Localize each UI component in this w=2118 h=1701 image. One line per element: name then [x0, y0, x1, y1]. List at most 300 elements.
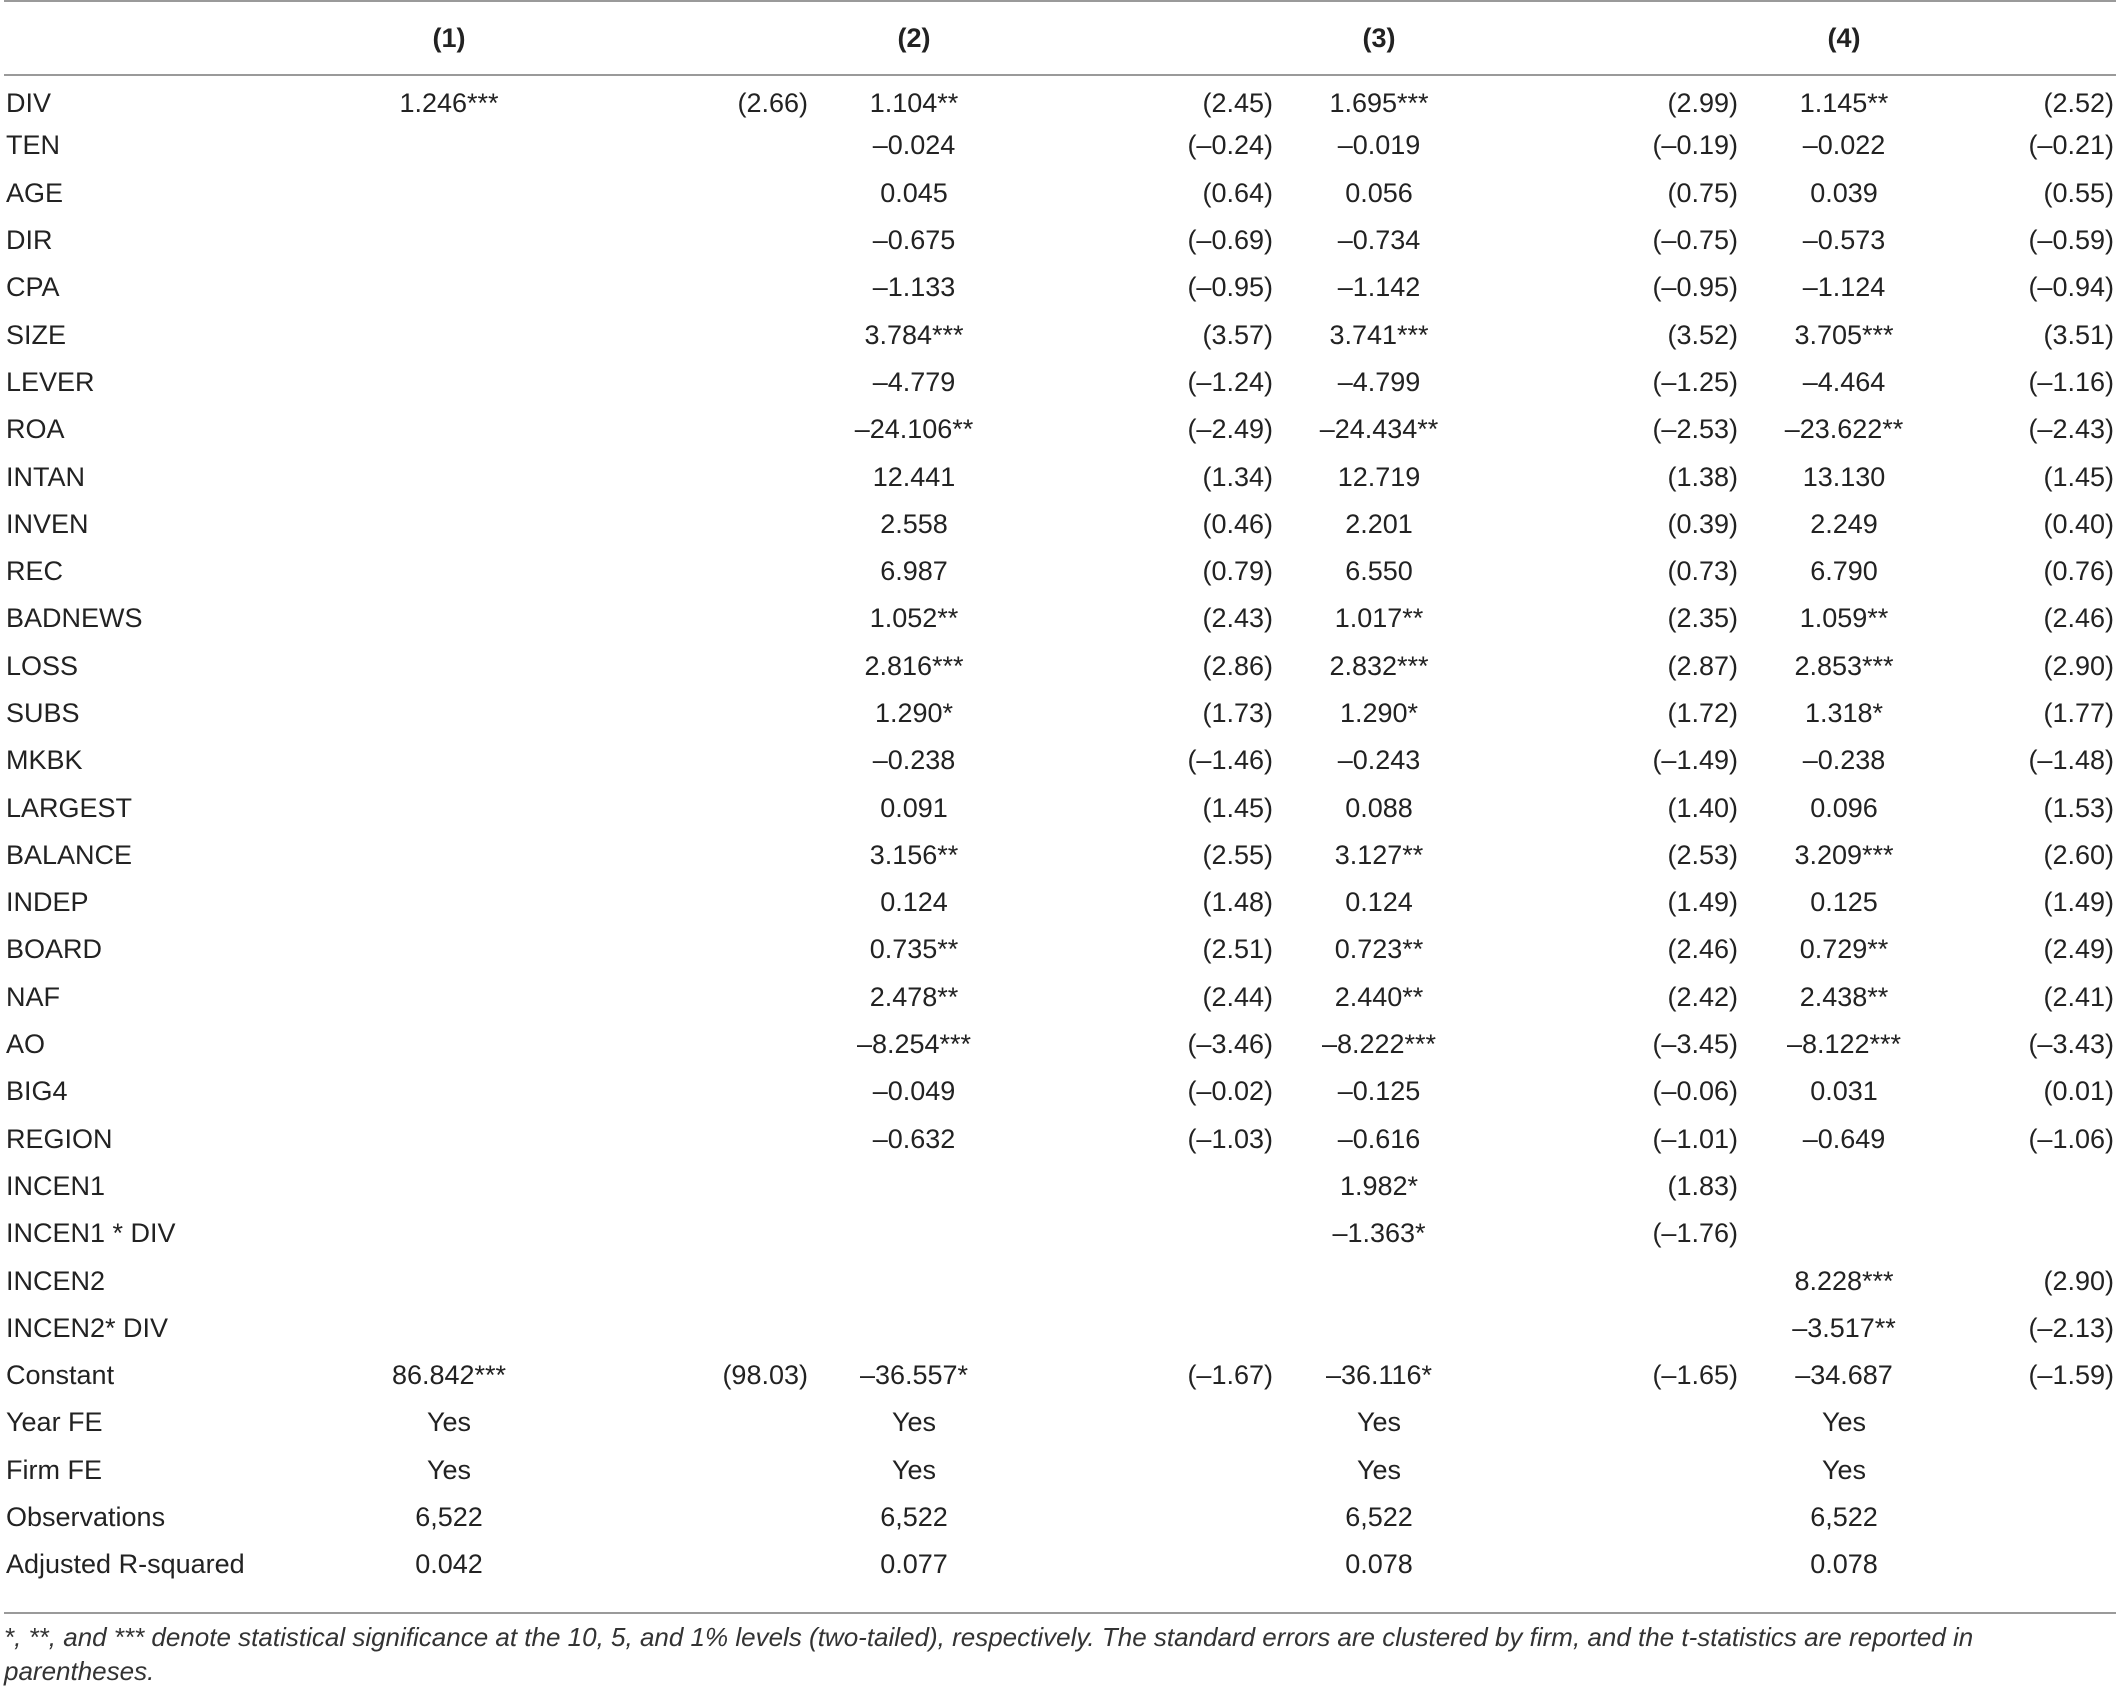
row-label: Adjusted R-squared — [6, 1549, 245, 1580]
coefficient-cell — [349, 832, 549, 879]
table-row — [4, 1352, 2116, 1399]
coefficient-cell: Yes — [891, 1407, 937, 1438]
t-statistic-cell — [549, 311, 814, 358]
coefficient-cell — [349, 217, 549, 264]
coefficient-cell: 0.039 — [1810, 177, 1878, 208]
t-statistic-cell: (0.39) — [1667, 508, 1738, 539]
row-label: DIV — [6, 87, 52, 118]
coefficient-cell: 6,522 — [1345, 1502, 1413, 1533]
coefficient-cell: 1.290* — [874, 698, 954, 728]
t-statistic-cell: (2.99) — [1667, 87, 1738, 118]
t-statistic-cell: (–1.01) — [1652, 1123, 1738, 1154]
t-statistic-cell — [1479, 1447, 1744, 1494]
regression-table — [4, 0, 2116, 1589]
t-statistic-cell — [549, 406, 814, 453]
table-footnote: *, **, and *** denote statistical significance at the 10, 5, and 1% levels (two-tailed), respectively. The standard errors are clustered by firm, and the t-statistics are reported in parentheses. — [4, 1622, 1974, 1686]
table-row — [4, 122, 2116, 169]
coefficient-cell: –0.022 — [1802, 130, 1886, 161]
coefficient-cell: –36.116* — [1325, 1360, 1433, 1391]
coefficient-cell: 8.228*** — [1794, 1265, 1894, 1296]
t-statistic-cell — [549, 926, 814, 973]
coefficient-cell: 1.318* — [1804, 698, 1884, 728]
coefficient-cell — [349, 501, 549, 548]
t-statistic-cell: (1.45) — [1202, 792, 1273, 823]
t-statistic-cell: (2.86) — [1202, 650, 1273, 681]
row-label: SIZE — [6, 319, 67, 350]
row-label: ROA — [6, 414, 65, 445]
coefficient-cell: 1.017** — [1334, 603, 1424, 634]
t-statistic-cell — [1944, 1163, 2116, 1210]
table-row — [4, 690, 2116, 737]
t-statistic-cell — [549, 1021, 814, 1068]
t-statistic-cell: (1.34) — [1202, 461, 1273, 492]
coefficient-cell: 1.104** — [869, 87, 959, 118]
row-label: LEVER — [6, 366, 95, 397]
coefficient-cell — [349, 690, 549, 737]
table-row — [4, 1305, 2116, 1352]
coefficient-cell: –8.222*** — [1321, 1029, 1437, 1060]
t-statistic-cell: (–0.21) — [2028, 130, 2114, 161]
t-statistic-cell: (2.53) — [1667, 839, 1738, 870]
header-row — [4, 1, 2116, 75]
coefficient-cell: 1.982* — [1339, 1170, 1419, 1201]
t-statistic-cell: (1.40) — [1667, 792, 1738, 823]
coefficient-cell: –0.049 — [872, 1076, 956, 1107]
t-statistic-cell: (2.43) — [1202, 603, 1273, 634]
t-statistic-cell — [1944, 1447, 2116, 1494]
coefficient-cell — [814, 1210, 1014, 1257]
t-statistic-cell: (1.77) — [2043, 698, 2114, 728]
t-statistic-cell: (0.76) — [2043, 556, 2114, 587]
t-statistic-cell: (–1.24) — [1187, 366, 1273, 397]
coefficient-cell: 3.741*** — [1329, 319, 1429, 350]
table-row — [4, 75, 2116, 122]
t-statistic-cell: (–0.94) — [2028, 272, 2114, 303]
t-statistic-cell: (0.64) — [1202, 177, 1273, 208]
table-row — [4, 879, 2116, 926]
row-label: INTAN — [6, 461, 85, 492]
t-statistic-cell: (–1.16) — [2028, 366, 2114, 397]
coefficient-cell — [814, 1257, 1014, 1304]
footer-rule — [4, 1612, 2116, 1614]
t-statistic-cell: (–3.43) — [2028, 1029, 2114, 1060]
t-statistic-cell: (–1.48) — [2028, 745, 2114, 776]
t-statistic-cell — [549, 548, 814, 595]
t-statistic-cell — [549, 1210, 814, 1257]
coefficient-cell — [349, 1068, 549, 1115]
coefficient-cell: –1.124 — [1802, 272, 1886, 303]
t-statistic-cell: (1.38) — [1667, 461, 1738, 492]
row-label: DIR — [6, 225, 53, 256]
t-statistic-cell — [549, 1494, 814, 1541]
coefficient-cell — [349, 1305, 549, 1352]
coefficient-cell — [349, 737, 549, 784]
t-statistic-cell — [1479, 1257, 1744, 1304]
table-row — [4, 974, 2116, 1021]
t-statistic-cell — [1479, 1399, 1744, 1446]
t-statistic-cell: (–0.02) — [1187, 1076, 1273, 1107]
t-statistic-cell: (–1.06) — [2028, 1123, 2114, 1154]
coefficient-cell: Yes — [426, 1407, 472, 1438]
t-statistic-cell: (–1.65) — [1652, 1360, 1738, 1391]
coefficient-cell: 86.842*** — [391, 1360, 507, 1391]
table-row — [4, 1541, 2116, 1588]
coefficient-cell: 0.124 — [1345, 887, 1413, 918]
t-statistic-cell: (–1.46) — [1187, 745, 1273, 776]
t-statistic-cell: (–3.46) — [1187, 1029, 1273, 1060]
t-statistic-cell — [1014, 1541, 1279, 1588]
coefficient-cell — [349, 643, 549, 690]
coefficient-cell: –0.125 — [1337, 1076, 1421, 1107]
coefficient-cell: 3.705*** — [1794, 319, 1894, 350]
row-label: BADNEWS — [6, 603, 143, 634]
coefficient-cell: –8.254*** — [856, 1029, 972, 1060]
row-label: BOARD — [6, 934, 103, 965]
coefficient-cell: 0.045 — [880, 177, 948, 208]
coefficient-cell: –1.133 — [872, 272, 956, 303]
t-statistic-cell — [1944, 1399, 2116, 1446]
coefficient-cell: Yes — [1356, 1407, 1402, 1438]
coefficient-cell — [1279, 1305, 1479, 1352]
table-row — [4, 1494, 2116, 1541]
table-row — [4, 1257, 2116, 1304]
coefficient-cell: 12.441 — [872, 461, 956, 492]
t-statistic-cell: (–1.59) — [2028, 1360, 2114, 1391]
t-statistic-cell: (2.46) — [1667, 934, 1738, 965]
table-row — [4, 311, 2116, 358]
table-row — [4, 784, 2116, 831]
t-statistic-cell: (2.44) — [1202, 981, 1273, 1012]
coefficient-cell: –4.464 — [1802, 366, 1886, 397]
t-statistic-cell — [549, 1257, 814, 1304]
coefficient-cell: 3.784*** — [864, 319, 964, 350]
t-statistic-cell: (0.73) — [1667, 556, 1738, 587]
t-statistic-cell: (2.42) — [1667, 981, 1738, 1012]
t-statistic-cell: (–0.95) — [1187, 272, 1273, 303]
t-statistic-cell: (1.48) — [1202, 887, 1273, 918]
coefficient-cell: –36.557* — [859, 1360, 969, 1391]
table-row — [4, 217, 2116, 264]
table-row — [4, 1021, 2116, 1068]
t-statistic-cell: (2.51) — [1202, 934, 1273, 965]
row-label: LARGEST — [6, 792, 133, 823]
t-statistic-cell: (2.87) — [1667, 650, 1738, 681]
t-statistic-cell — [549, 1068, 814, 1115]
t-statistic-cell — [549, 1399, 814, 1446]
coefficient-cell — [349, 1210, 549, 1257]
row-label: AO — [6, 1029, 46, 1060]
t-statistic-cell: (3.57) — [1202, 319, 1273, 350]
t-statistic-cell: (0.79) — [1202, 556, 1273, 587]
column-header — [1014, 1, 1279, 75]
t-statistic-cell — [549, 1163, 814, 1210]
t-statistic-cell: (–1.25) — [1652, 366, 1738, 397]
coefficient-cell: Yes — [1356, 1454, 1402, 1485]
coefficient-cell: 0.031 — [1810, 1076, 1878, 1107]
t-statistic-cell — [549, 453, 814, 500]
row-label: BALANCE — [6, 839, 133, 870]
t-statistic-cell — [1944, 1494, 2116, 1541]
coefficient-cell: –3.517** — [1792, 1312, 1896, 1343]
coefficient-cell — [349, 926, 549, 973]
t-statistic-cell: (–0.95) — [1652, 272, 1738, 303]
table-row — [4, 406, 2116, 453]
column-header — [1479, 1, 1744, 75]
coefficient-cell — [349, 406, 549, 453]
table-row — [4, 832, 2116, 879]
t-statistic-cell — [549, 501, 814, 548]
coefficient-cell: 0.729** — [1799, 934, 1889, 965]
row-label: REC — [6, 556, 64, 587]
t-statistic-cell — [549, 1541, 814, 1588]
coefficient-cell: 6.987 — [880, 556, 948, 587]
t-statistic-cell: (2.41) — [2043, 981, 2114, 1012]
coefficient-cell — [349, 359, 549, 406]
row-label: INDEP — [6, 887, 89, 918]
table-header — [4, 1, 2116, 75]
t-statistic-cell: (–2.13) — [2028, 1312, 2114, 1343]
t-statistic-cell: (–2.43) — [2028, 414, 2114, 445]
t-statistic-cell — [549, 737, 814, 784]
coefficient-cell — [349, 548, 549, 595]
coefficient-cell: 0.124 — [880, 887, 948, 918]
t-statistic-cell — [549, 832, 814, 879]
coefficient-cell: 0.091 — [880, 792, 948, 823]
coefficient-cell: 2.816*** — [864, 650, 964, 681]
t-statistic-cell — [1479, 1494, 1744, 1541]
t-statistic-cell — [1014, 1447, 1279, 1494]
t-statistic-cell: (–0.06) — [1652, 1076, 1738, 1107]
t-statistic-cell: (–0.69) — [1187, 225, 1273, 256]
t-statistic-cell: (0.55) — [2043, 177, 2114, 208]
coefficient-cell: 1.145** — [1799, 87, 1889, 118]
coefficient-cell: 0.125 — [1810, 887, 1878, 918]
column-header: (1) — [432, 22, 466, 53]
coefficient-cell: 1.059** — [1799, 603, 1889, 634]
coefficient-cell: –8.122*** — [1786, 1029, 1902, 1060]
t-statistic-cell: (2.90) — [2043, 650, 2114, 681]
coefficient-cell: 0.723** — [1334, 934, 1424, 965]
coefficient-cell: –24.434** — [1319, 414, 1439, 445]
coefficient-cell: 0.096 — [1810, 792, 1878, 823]
table-row — [4, 1068, 2116, 1115]
column-header: (3) — [1362, 22, 1396, 53]
t-statistic-cell — [549, 690, 814, 737]
t-statistic-cell: (–1.03) — [1187, 1123, 1273, 1154]
coefficient-cell — [349, 1116, 549, 1163]
t-statistic-cell — [549, 643, 814, 690]
row-label: TEN — [6, 130, 60, 161]
table-row — [4, 926, 2116, 973]
column-header — [549, 1, 814, 75]
coefficient-cell: –1.363* — [1332, 1218, 1426, 1249]
table-row — [4, 359, 2116, 406]
row-label: AGE — [6, 177, 64, 208]
coefficient-cell: 2.853*** — [1794, 650, 1894, 681]
header-label-cell — [4, 1, 349, 75]
coefficient-cell — [349, 170, 549, 217]
coefficient-cell: 6,522 — [415, 1502, 483, 1533]
t-statistic-cell: (2.55) — [1202, 839, 1273, 870]
coefficient-cell: 2.478** — [869, 981, 959, 1012]
coefficient-cell — [349, 784, 549, 831]
row-label: MKBK — [6, 745, 83, 776]
table-row — [4, 1163, 2116, 1210]
coefficient-cell: 0.056 — [1345, 177, 1413, 208]
coefficient-cell — [349, 1163, 549, 1210]
t-statistic-cell: (1.73) — [1202, 698, 1273, 728]
row-label: NAF — [6, 981, 60, 1012]
coefficient-cell: –0.243 — [1337, 745, 1421, 776]
coefficient-cell: 3.127** — [1334, 839, 1424, 870]
coefficient-cell: 0.078 — [1810, 1549, 1878, 1580]
coefficient-cell: –0.238 — [1802, 745, 1886, 776]
coefficient-cell — [349, 1257, 549, 1304]
coefficient-cell — [349, 974, 549, 1021]
row-label: INCEN1 * DIV — [6, 1218, 176, 1249]
coefficient-cell: 2.558 — [880, 508, 948, 539]
coefficient-cell: 1.246*** — [399, 87, 499, 118]
t-statistic-cell: (–3.45) — [1652, 1029, 1738, 1060]
coefficient-cell — [814, 1163, 1014, 1210]
coefficient-cell: 2.249 — [1810, 508, 1878, 539]
row-label: REGION — [6, 1123, 113, 1154]
table-row — [4, 1116, 2116, 1163]
t-statistic-cell: (2.52) — [2043, 87, 2114, 118]
t-statistic-cell — [549, 122, 814, 169]
coefficient-cell: –0.675 — [872, 225, 956, 256]
coefficient-cell — [349, 595, 549, 642]
t-statistic-cell: (1.83) — [1667, 1170, 1738, 1201]
coefficient-cell: 0.078 — [1345, 1549, 1413, 1580]
t-statistic-cell — [1014, 1494, 1279, 1541]
row-label: Constant — [6, 1360, 115, 1391]
coefficient-cell: –34.687 — [1795, 1360, 1893, 1391]
coefficient-cell — [814, 1305, 1014, 1352]
t-statistic-cell — [549, 974, 814, 1021]
t-statistic-cell: (3.52) — [1667, 319, 1738, 350]
table-row — [4, 737, 2116, 784]
coefficient-cell: 3.156** — [869, 839, 959, 870]
table-row — [4, 548, 2116, 595]
t-statistic-cell: (0.46) — [1202, 508, 1273, 539]
coefficient-cell: Yes — [426, 1454, 472, 1485]
t-statistic-cell — [1014, 1399, 1279, 1446]
table-row — [4, 1399, 2116, 1446]
coefficient-cell: 12.719 — [1337, 461, 1421, 492]
coefficient-cell — [1279, 1257, 1479, 1304]
column-header: (4) — [1827, 22, 1861, 53]
t-statistic-cell: (–0.75) — [1652, 225, 1738, 256]
coefficient-cell: 0.735** — [869, 934, 959, 965]
coefficient-cell: –0.024 — [872, 130, 956, 161]
row-label: CPA — [6, 272, 60, 303]
row-label: INVEN — [6, 508, 89, 539]
coefficient-cell: –4.799 — [1337, 366, 1421, 397]
t-statistic-cell — [1014, 1305, 1279, 1352]
t-statistic-cell: (–2.49) — [1187, 414, 1273, 445]
t-statistic-cell — [1479, 1541, 1744, 1588]
t-statistic-cell: (2.66) — [737, 87, 808, 118]
table-row — [4, 595, 2116, 642]
t-statistic-cell — [1944, 1210, 2116, 1257]
t-statistic-cell — [549, 595, 814, 642]
coefficient-cell: 1.695*** — [1329, 87, 1429, 118]
coefficient-cell: –1.142 — [1337, 272, 1421, 303]
row-label: LOSS — [6, 650, 79, 681]
table-row — [4, 264, 2116, 311]
coefficient-cell: –0.616 — [1337, 1123, 1421, 1154]
coefficient-cell: 0.077 — [880, 1549, 948, 1580]
row-label: INCEN2 — [6, 1265, 106, 1296]
coefficient-cell — [1744, 1210, 1944, 1257]
coefficient-cell: 2.832*** — [1329, 650, 1429, 681]
t-statistic-cell: (–2.53) — [1652, 414, 1738, 445]
row-label: Observations — [6, 1502, 166, 1533]
coefficient-cell: –23.622** — [1784, 414, 1904, 445]
t-statistic-cell: (0.75) — [1667, 177, 1738, 208]
t-statistic-cell — [1014, 1163, 1279, 1210]
t-statistic-cell — [549, 1447, 814, 1494]
t-statistic-cell: (2.45) — [1202, 87, 1273, 118]
t-statistic-cell: (1.45) — [2043, 461, 2114, 492]
row-label: INCEN1 — [6, 1170, 106, 1201]
t-statistic-cell: (–0.59) — [2028, 225, 2114, 256]
t-statistic-cell — [549, 264, 814, 311]
coefficient-cell: –0.019 — [1337, 130, 1421, 161]
t-statistic-cell: (–0.24) — [1187, 130, 1273, 161]
t-statistic-cell: (–1.49) — [1652, 745, 1738, 776]
t-statistic-cell: (–0.19) — [1652, 130, 1738, 161]
row-label: INCEN2* DIV — [6, 1312, 169, 1343]
coefficient-cell: 6.550 — [1345, 556, 1413, 587]
row-label: BIG4 — [6, 1076, 68, 1107]
t-statistic-cell: (–1.76) — [1652, 1218, 1738, 1249]
coefficient-cell: –4.779 — [872, 366, 956, 397]
row-label: Firm FE — [6, 1454, 102, 1485]
coefficient-cell — [349, 311, 549, 358]
t-statistic-cell: (0.40) — [2043, 508, 2114, 539]
t-statistic-cell: (2.49) — [2043, 934, 2114, 965]
coefficient-cell: 6.790 — [1810, 556, 1878, 587]
t-statistic-cell: (2.60) — [2043, 839, 2114, 870]
coefficient-cell — [349, 122, 549, 169]
t-statistic-cell: (2.35) — [1667, 603, 1738, 634]
t-statistic-cell — [1944, 1541, 2116, 1588]
t-statistic-cell — [549, 359, 814, 406]
t-statistic-cell — [549, 784, 814, 831]
table-row — [4, 643, 2116, 690]
t-statistic-cell — [1014, 1257, 1279, 1304]
coefficient-cell: Yes — [1821, 1454, 1867, 1485]
t-statistic-cell: (2.46) — [2043, 603, 2114, 634]
coefficient-cell: Yes — [1821, 1407, 1867, 1438]
coefficient-cell — [349, 453, 549, 500]
table-row — [4, 170, 2116, 217]
column-header — [1944, 1, 2116, 75]
t-statistic-cell — [549, 217, 814, 264]
table-row — [4, 501, 2116, 548]
coefficient-cell: –0.632 — [872, 1123, 956, 1154]
table-row — [4, 453, 2116, 500]
t-statistic-cell — [549, 1116, 814, 1163]
coefficient-cell — [349, 264, 549, 311]
coefficient-cell: –0.573 — [1802, 225, 1886, 256]
coefficient-cell — [349, 879, 549, 926]
t-statistic-cell: (2.90) — [2043, 1265, 2114, 1296]
coefficient-cell: 1.052** — [869, 603, 959, 634]
coefficient-cell: –24.106** — [854, 414, 974, 445]
